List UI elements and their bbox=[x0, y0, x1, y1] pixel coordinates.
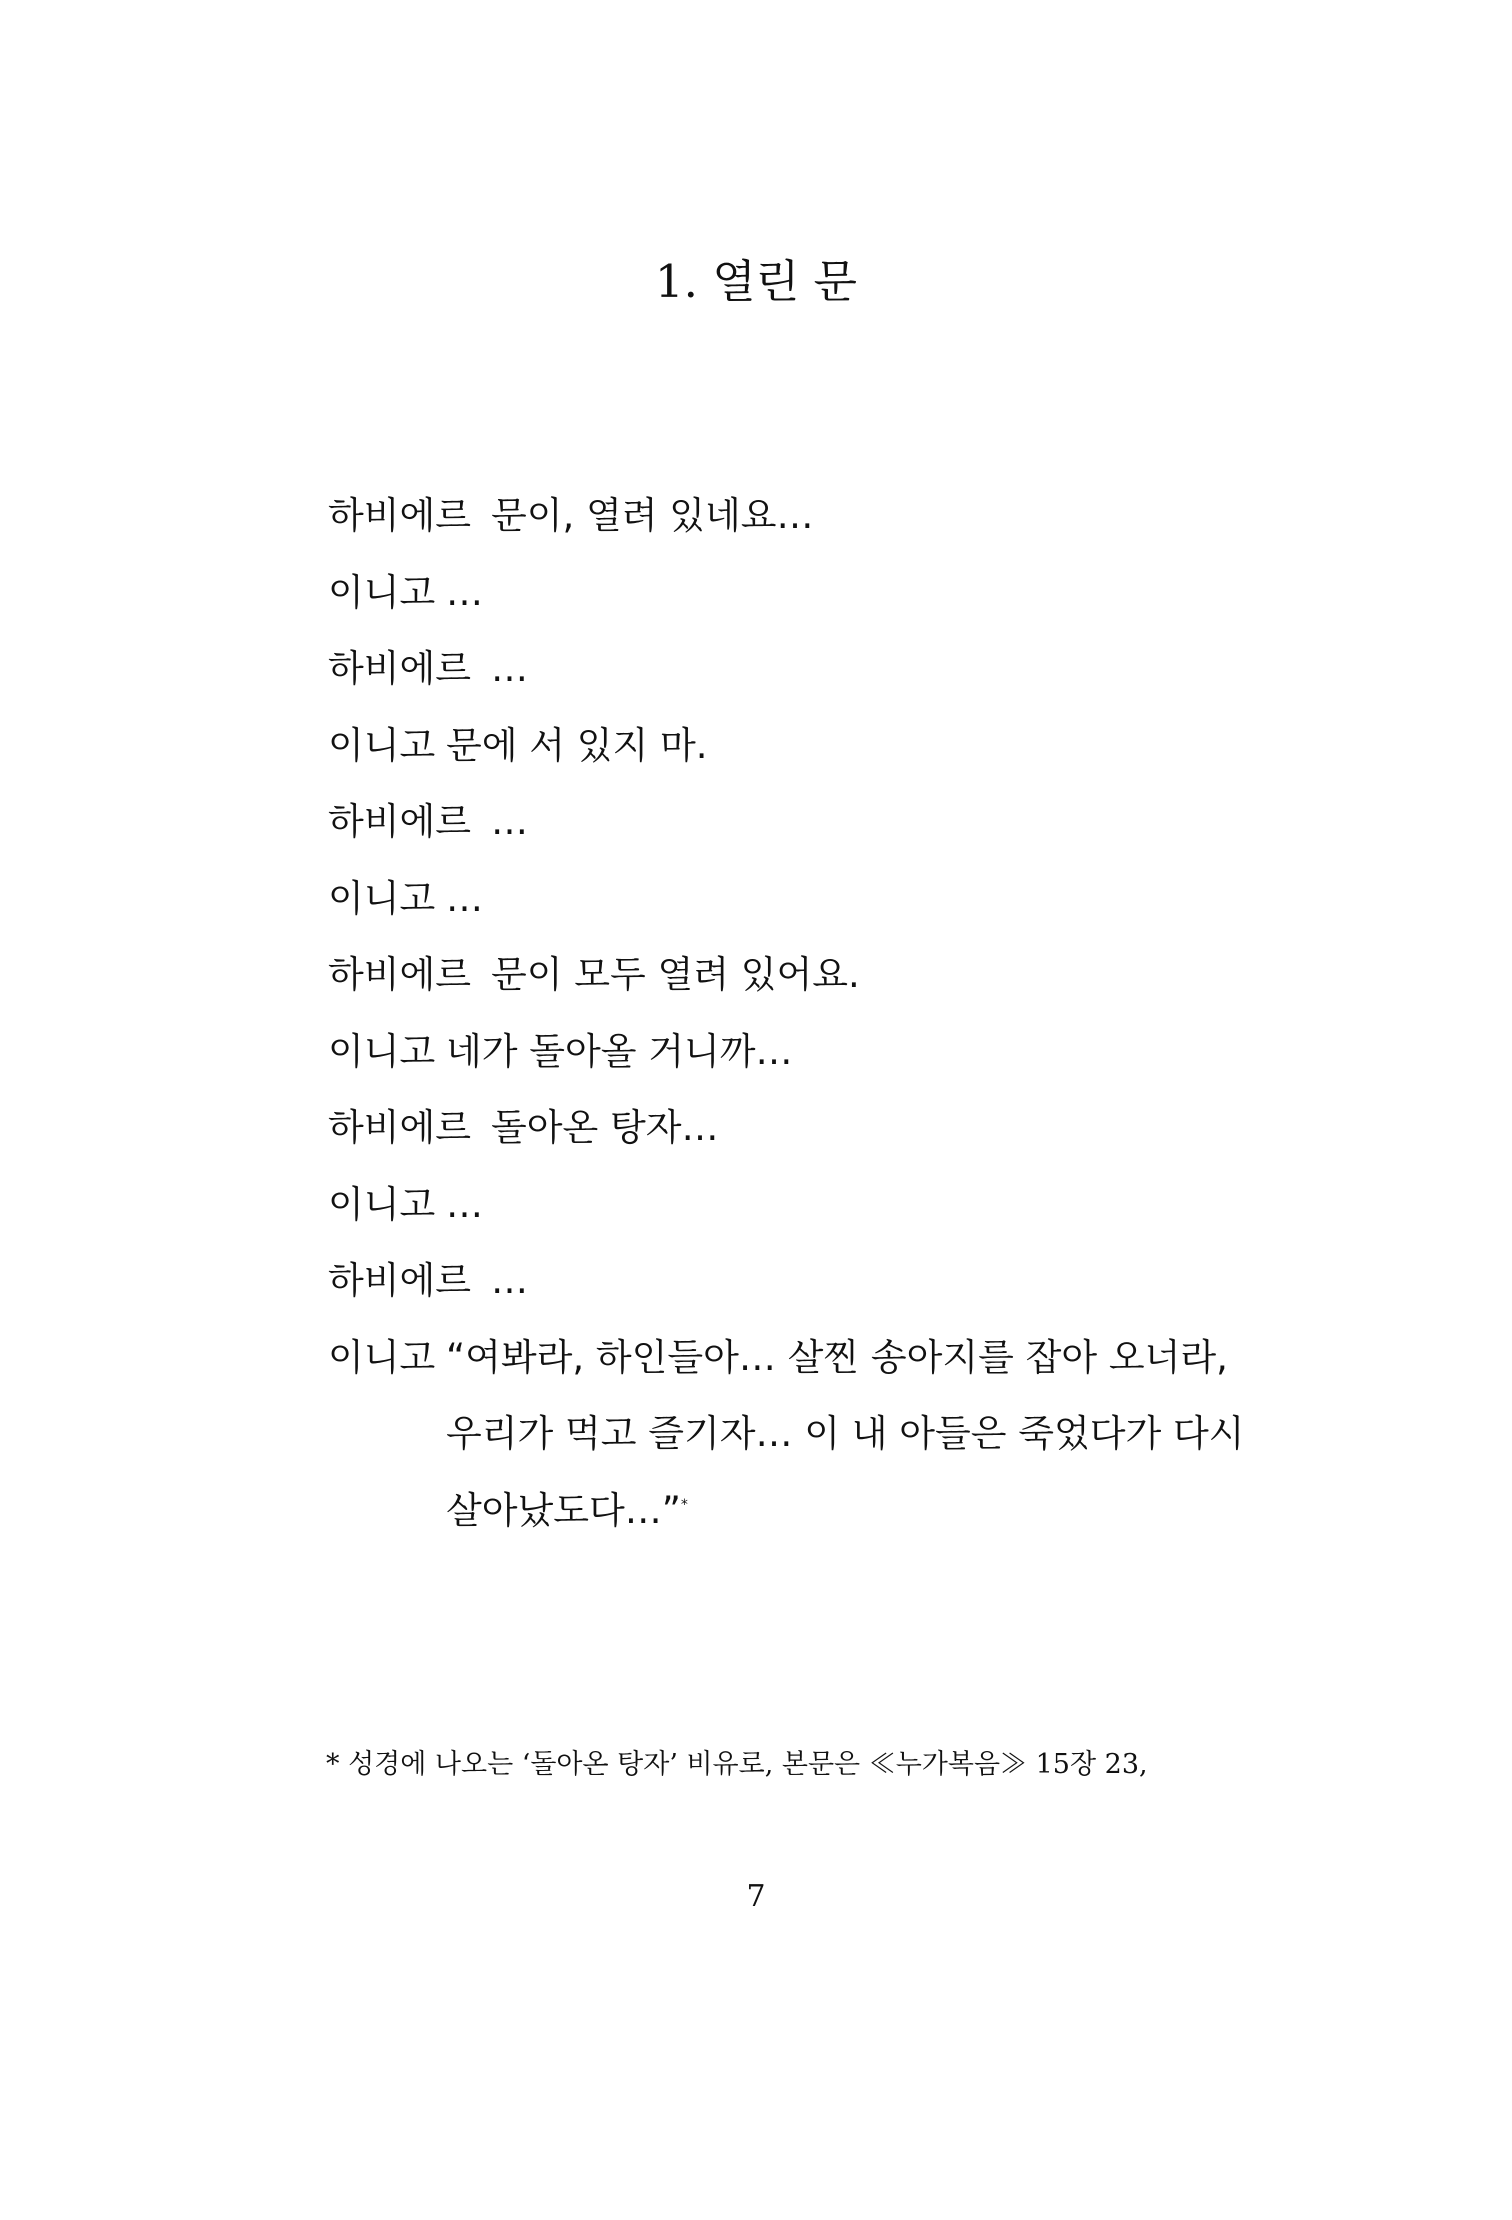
speaker-name: 하비에르 bbox=[328, 800, 471, 843]
dialogue-block bbox=[328, 478, 1288, 1549]
dialogue-text: … bbox=[446, 570, 483, 614]
speaker-name: 이니고 bbox=[328, 723, 436, 767]
dialogue-line bbox=[328, 1090, 1288, 1167]
dialogue-line-quote bbox=[328, 1320, 1288, 1550]
speaker-name: 하비에르 bbox=[328, 953, 471, 996]
speaker-name: 하비에르 bbox=[328, 494, 471, 537]
footnote: * 성경에 나오는 ‘돌아온 탕자’ 비유로, 본문은 ≪누가복음≫ 15장 23, bbox=[326, 1749, 1148, 1780]
dialogue-line bbox=[328, 1167, 1288, 1244]
speaker-name: 이니고 bbox=[328, 876, 436, 920]
dialogue-text: … bbox=[491, 800, 528, 843]
dialogue-text: 네가 돌아올 거니까… bbox=[446, 1029, 793, 1073]
speaker-name: 하비에르 bbox=[328, 647, 471, 690]
dialogue-line bbox=[328, 1014, 1288, 1091]
quote-line: “여봐라, 하인들아… 살찐 송아지를 잡아 오너라, bbox=[446, 1335, 1228, 1379]
dialogue-line bbox=[328, 478, 1288, 555]
dialogue-line bbox=[328, 784, 1288, 861]
speaker-name: 하비에르 bbox=[328, 1106, 471, 1149]
dialogue-text: … bbox=[446, 876, 483, 920]
dialogue-text: 문이, 열려 있네요… bbox=[491, 494, 814, 537]
dialogue-line bbox=[328, 1243, 1288, 1320]
speaker-name: 하비에르 bbox=[328, 1259, 471, 1302]
dialogue-text: 문에 서 있지 마. bbox=[446, 723, 708, 767]
quote-line: 살아났도다…”* bbox=[446, 1488, 688, 1532]
speaker-name: 이니고 bbox=[328, 570, 436, 614]
dialogue-text: … bbox=[491, 647, 528, 690]
speaker-name: 이니고 bbox=[328, 1335, 436, 1379]
dialogue-text: 돌아온 탕자… bbox=[491, 1106, 719, 1149]
dialogue-line bbox=[328, 861, 1288, 938]
dialogue-line bbox=[328, 708, 1288, 785]
chapter-title: 1. 열린 문 bbox=[655, 255, 857, 308]
dialogue-text: 문이 모두 열려 있어요. bbox=[491, 953, 860, 996]
dialogue-line bbox=[328, 937, 1288, 1014]
quote-text bbox=[446, 1320, 1244, 1550]
dialogue-line bbox=[328, 555, 1288, 632]
quote-line: 우리가 먹고 즐기자… 이 내 아들은 죽었다가 다시 bbox=[446, 1412, 1245, 1455]
speaker-name: 이니고 bbox=[328, 1182, 436, 1226]
page-number: 7 bbox=[746, 1879, 766, 1914]
dialogue-text: … bbox=[491, 1259, 528, 1302]
speaker-name: 이니고 bbox=[328, 1029, 436, 1073]
dialogue-text: … bbox=[446, 1182, 483, 1226]
footnote-marker: * bbox=[680, 1496, 688, 1513]
dialogue-line bbox=[328, 631, 1288, 708]
